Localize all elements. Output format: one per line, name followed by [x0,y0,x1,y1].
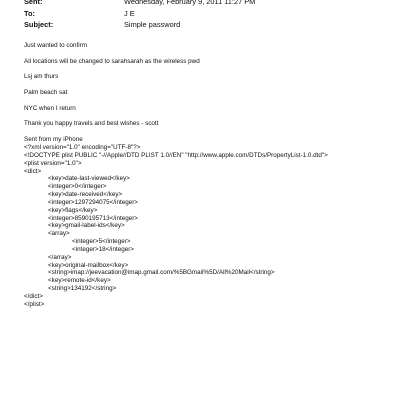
xml-line: <key>gmail-label-ids</key> [48,222,125,230]
xml-line: <key>flags</key> [48,206,98,214]
body-paragraph: Lsj am thurs [24,73,59,81]
xml-line: <!DOCTYPE plist PUBLIC "-//Apple//DTD PLIST 1.0//EN" "http://www.apple.com/DTDs/PropertyList-1.0.dtd"> [24,151,328,159]
xml-line: <integer>18</integer> [72,245,134,253]
email-header [24,0,394,31]
xml-line: <integer>5</integer> [72,238,131,246]
xml-line: </plist> [24,300,45,308]
sent-value: Wednesday, February 9, 2011 11:27 PM [124,0,256,6]
sent-label: Sent: [24,0,43,6]
xml-line: <dict> [24,167,42,175]
xml-line: </array> [48,253,72,261]
to-value: J E [124,8,135,18]
xml-line: <integer>8590195713</integer> [48,214,138,222]
xml-block [24,144,394,309]
subject-value: Simple password [124,20,181,29]
to-row [24,8,394,20]
xml-line: <string>imap://jeevacation@imap.gmail.com/%5BGmail%5D/All%20Mail</string> [48,269,275,277]
xml-line: <key>original-mailbox</key> [48,261,129,269]
xml-line: <key>date-received</key> [48,191,123,199]
sent-row [24,0,394,8]
body-paragraph: All locations will be changed to sarahsarah as the wireless pwd [24,57,200,65]
body-paragraph: Thank you happy travels and best wishes - scott [24,120,159,128]
subject-label: Subject: [24,20,54,29]
xml-line: <array> [48,230,70,238]
xml-line: <string>134192</string> [48,285,117,293]
to-label: To: [24,8,35,18]
subject-row [24,19,394,31]
xml-line: <integer>1297294075</integer> [48,198,138,206]
body-paragraph: Just wanted to confirm [24,42,87,49]
xml-line: <plist version="1.0"> [24,159,82,167]
email-body [24,42,394,309]
body-paragraph: NYC when I return [24,104,76,112]
xml-line: <key>remote-id</key> [48,277,111,285]
xml-line: <?xml version="1.0" encoding="UTF-8"?> [24,143,141,151]
xml-line: </dict> [24,293,43,300]
body-paragraph: Palm beach sat [24,89,68,97]
signature-line: Sent from my iPhone [24,136,83,144]
xml-line: <key>date-last-viewed</key> [48,175,130,183]
xml-line: <integer>0</integer> [48,183,107,191]
